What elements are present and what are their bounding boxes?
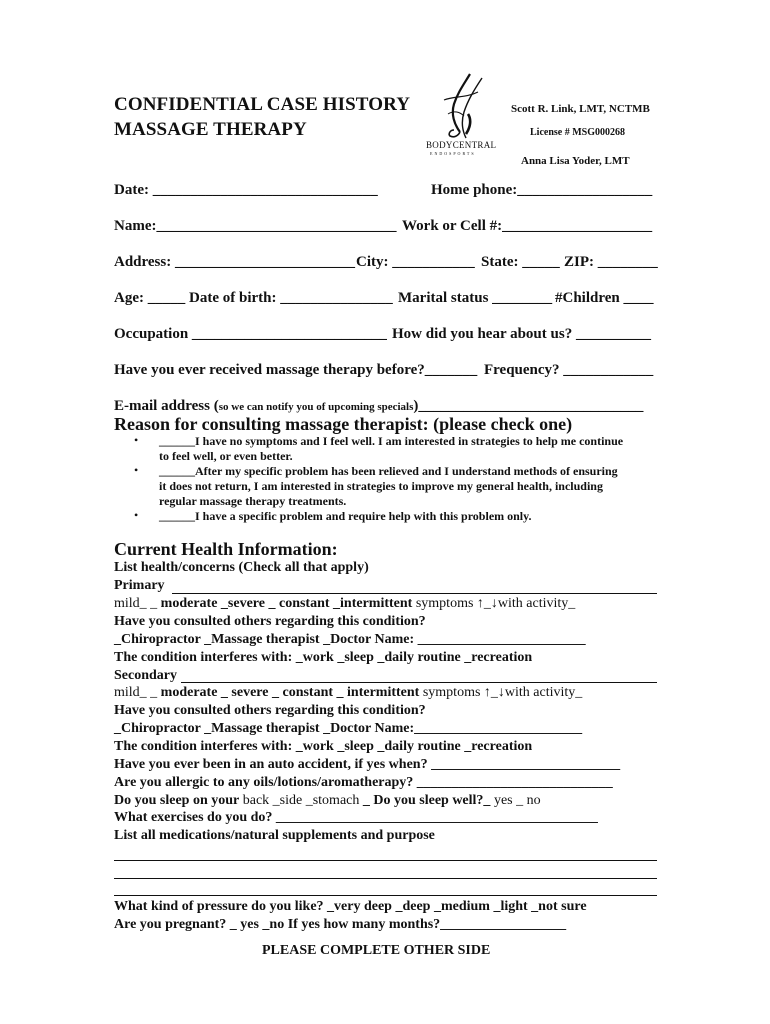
sleep-position-options: back _side _stomach [239, 793, 360, 808]
logo-wordmark: BODYCENTRAL [426, 140, 497, 150]
medications-line-1[interactable] [114, 860, 657, 861]
children-field[interactable]: #Children ____ [555, 290, 654, 306]
address-field[interactable]: Address: ________________________ [114, 254, 355, 270]
secondary-severity[interactable] [114, 685, 582, 701]
primary-interferes[interactable]: The condition interferes with: _work _sleep _daily routine _recreation [114, 650, 533, 665]
city-field[interactable]: City: ___________ [356, 254, 475, 270]
license-number: License # MSG000268 [530, 127, 625, 138]
bullet-icon: • [134, 433, 139, 447]
pressure-field[interactable]: What kind of pressure do you like? _very deep _deep _medium _light _not sure [114, 899, 587, 914]
logo-subtitle: ENDOSPORTS [430, 151, 476, 156]
reason-option-1[interactable]: ______I have no symptoms and I feel well. I am interested in strategies to help me continue [159, 434, 624, 448]
work-cell-field[interactable]: Work or Cell #:____________________ [402, 218, 653, 234]
occupation-field[interactable]: Occupation __________________________ [114, 326, 387, 342]
primary-severity[interactable] [114, 596, 575, 612]
email-label: E-mail address ( [114, 398, 219, 414]
primary-severity-options: moderate _severe _ constant _intermittent [160, 596, 413, 611]
reason-option-2-cont: it does not return, I am interested in strategies to improve my general health, including [159, 479, 603, 493]
reason-option-2-cont2: regular massage therapy treatments. [159, 494, 347, 508]
medications-line-3[interactable] [114, 895, 657, 896]
form-title-line1: CONFIDENTIAL CASE HISTORY [114, 94, 411, 115]
email-note: so we can notify you of upcoming specials [218, 401, 414, 413]
list-concerns-label: List health/concerns (Check all that apply) [114, 560, 369, 575]
sleep-on-label: Do you sleep on your [114, 793, 240, 808]
medications-line-2[interactable] [114, 878, 657, 879]
primary-consulted: Have you consulted others regarding this condition? [114, 614, 426, 629]
marital-status-field[interactable]: Marital status ________ [398, 290, 553, 306]
secondary-symptoms: symptoms ↑_↓with activity_ [422, 685, 583, 700]
therapist-2: Anna Lisa Yoder, LMT [521, 155, 630, 167]
dob-field[interactable]: Date of birth: _______________ [189, 290, 393, 306]
age-field[interactable]: Age: _____ [114, 290, 186, 306]
sleep-field[interactable] [114, 793, 541, 809]
state-field[interactable]: State: _____ [481, 254, 560, 270]
hear-about-field[interactable]: How did you hear about us? __________ [392, 326, 651, 342]
reason-option-1-cont: to feel well, or even better. [159, 449, 293, 463]
secondary-interferes[interactable]: The condition interferes with: _work _sleep _daily routine _recreation [114, 739, 533, 754]
therapist-1: Scott R. Link, LMT, NCTMB [511, 103, 650, 115]
secondary-label: Secondary [114, 668, 177, 683]
footer-note: PLEASE COMPLETE OTHER SIDE [262, 943, 491, 958]
zip-field[interactable]: ZIP: ________ [564, 254, 658, 270]
primary-practitioner[interactable]: _Chiropractor _Massage therapist _Doctor Name: ________________________ [114, 632, 586, 647]
secondary-practitioner[interactable]: _Chiropractor _Massage therapist _Doctor Name:________________________ [114, 721, 583, 736]
primary-label: Primary [114, 578, 165, 593]
medications-label: List all medications/natural supplements and purpose [114, 828, 435, 843]
form-title-line2: MASSAGE THERAPY [114, 119, 307, 140]
bullet-icon: • [134, 463, 139, 477]
reason-option-3[interactable]: ______I have a specific problem and require help with this problem only. [159, 509, 532, 523]
sleep-well-label: _ Do you sleep well?_ [359, 793, 491, 808]
secondary-mild: mild_ _ [114, 685, 158, 700]
auto-accident-field[interactable]: Have you ever been in an auto accident, if yes when? ___________________________ [114, 757, 621, 772]
pregnant-field[interactable]: Are you pregnant? _ yes _no If yes how many months?__________________ [114, 917, 567, 932]
allergy-field[interactable]: Are you allergic to any oils/lotions/aromatherapy? ____________________________ [114, 775, 613, 790]
primary-symptoms: symptoms ↑_↓with activity_ [415, 596, 576, 611]
email-blank: )______________________________ [413, 398, 644, 414]
health-heading: Current Health Information: [114, 539, 338, 559]
sleep-well-options: yes _ no [490, 793, 541, 808]
name-field[interactable]: Name:________________________________ [114, 218, 397, 234]
reason-option-2[interactable]: ______After my specific problem has been relieved and I understand methods of ensuring [159, 464, 618, 478]
bullet-icon: • [134, 508, 139, 522]
received-before-field[interactable]: Have you ever received massage therapy before?_______ [114, 362, 478, 378]
email-field[interactable] [114, 398, 643, 415]
home-phone-field[interactable]: Home phone:__________________ [431, 182, 653, 198]
primary-line[interactable] [172, 593, 657, 594]
primary-mild: mild_ _ [114, 596, 158, 611]
secondary-line[interactable] [181, 682, 657, 683]
secondary-consulted: Have you consulted others regarding this condition? [114, 703, 426, 718]
frequency-field[interactable]: Frequency? ____________ [484, 362, 654, 378]
exercises-field[interactable]: What exercises do you do? ______________________________________________ [114, 810, 598, 825]
secondary-severity-options: moderate _ severe _ constant _ intermittent [160, 685, 420, 700]
date-field[interactable]: Date: ______________________________ [114, 182, 378, 198]
reason-heading: Reason for consulting massage therapist: (please check one) [114, 414, 573, 434]
